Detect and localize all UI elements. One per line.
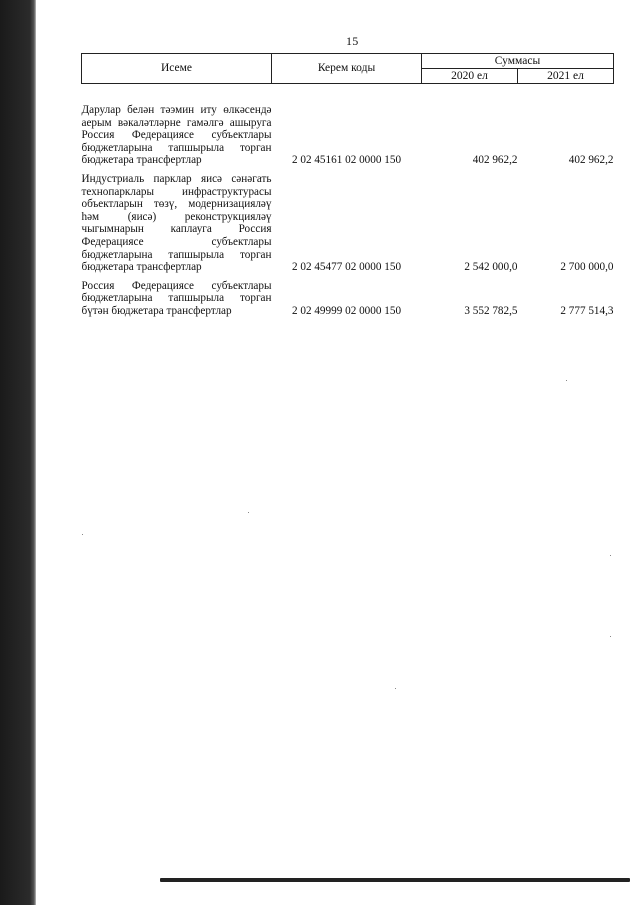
row-name: Дарулар белән тәэмин иту өлкәсендә аерым вәкаләтләрне гамәлгә ашыруга Россия Федерациясе субъектлары бюджетларына тапшырыла торган бюджетара трансфертлар: [81, 104, 272, 167]
row-value-2020: 2 542 000,0: [464, 261, 518, 274]
header-year-2021: 2021 ел: [518, 69, 614, 84]
table-row: [82, 84, 614, 167]
table-row: [82, 274, 614, 318]
page-number: 15: [346, 34, 359, 48]
row-value-2021: 2 777 514,3: [560, 304, 614, 317]
row-value-2021: 2 700 000,0: [560, 261, 614, 274]
scan-edge-left: [0, 0, 36, 905]
scan-speck: [610, 555, 611, 556]
table-row: [82, 167, 614, 274]
row-name: Россия Федерациясе субъектлары бюджетларына тапшырыла торган бүтән бюджетара трансфертлар: [81, 279, 272, 317]
row-code: 2 02 45477 02 0000 150: [291, 261, 402, 274]
header-sums: Суммасы: [422, 54, 614, 69]
scan-speck: [395, 688, 396, 689]
scan-edge-bottom: [160, 878, 630, 882]
scan-speck: [566, 380, 567, 381]
row-code: 2 02 49999 02 0000 150: [291, 304, 402, 317]
header-code: Керем коды: [272, 54, 422, 84]
row-value-2020: 3 552 782,5: [464, 304, 518, 317]
scan-speck: [610, 636, 611, 637]
row-value-2020: 402 962,2: [472, 154, 518, 167]
budget-table: [81, 53, 614, 318]
header-name: Исеме: [82, 54, 272, 84]
scan-speck: [248, 512, 249, 513]
scan-speck: [82, 534, 83, 535]
row-name: Индустриаль парклар яисә сәнәгать технопарклары инфраструктурасы объектларын төзү, модернизацияләү һәм (яисә) реконструкцияләү чыгымнарын каплауга Россия Федерациясе субъектлары бюджетларына тапшырыла торган бюджетара трансфертлар: [81, 172, 272, 274]
header-year-2020: 2020 ел: [422, 69, 518, 84]
row-value-2021: 402 962,2: [568, 154, 614, 167]
row-code: 2 02 45161 02 0000 150: [291, 154, 402, 167]
